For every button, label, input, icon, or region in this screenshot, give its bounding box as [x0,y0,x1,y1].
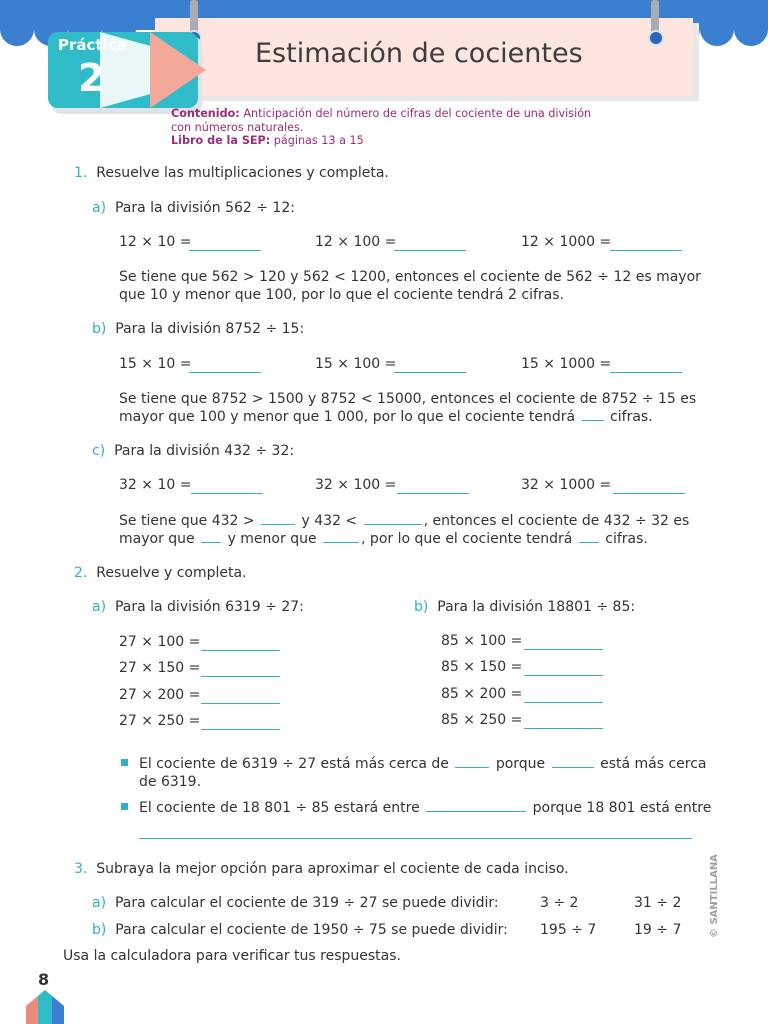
footer-note: Usa la calculadora para verificar tus respuestas. [63,948,401,964]
page-number: 8 [38,970,50,989]
ex1-instruction: Resuelve las multiplicaciones y completa. [96,165,389,181]
ex2a-letter: a) [92,599,107,615]
ex2b-intro: Para la división 18801 ÷ 85: [437,599,636,615]
ex2b-letter: b) [414,599,429,615]
ex2a-row: 27 × 100 = [119,634,201,650]
ex1a-text1: Se tiene que 562 > 120 y 562 < 1200, entonces el cociente de 562 ÷ 12 es mayor [119,269,701,285]
libro-text: páginas 13 a 15 [273,134,364,147]
ex2-number: 2. [74,565,88,581]
ex2b-row: 85 × 100 = [441,633,523,649]
contenido-text2: con números naturales. [171,120,304,134]
ex2-bullet2-answer-line[interactable] [139,838,692,839]
ex1b-m2: 15 × 100 = [315,356,397,372]
ex1a-letter: a) [92,200,107,216]
ex1c-m2: 32 × 100 = [315,477,397,493]
ex3a-letter: a) [92,895,107,911]
ex3a-text: Para calcular el cociente de 319 ÷ 27 se puede dividir: [114,895,499,911]
bullet-icon [121,803,128,810]
ex2-bullet1-blank2[interactable] [552,765,594,768]
ex2-bullet1a: El cociente de 6319 ÷ 27 está más cerca de [139,756,449,772]
ex2b-row: 85 × 250 = [441,712,523,728]
ex1c-letter: c) [92,443,106,459]
ex2b-row-blank[interactable] [524,728,603,729]
ex1c-t1c: , entonces el cociente de 432 ÷ 32 es [423,513,690,529]
ex2-header [74,565,247,581]
ex1c-t2b: y menor que [227,531,317,547]
ex3b-letter: b) [92,922,107,938]
ex1c-m1-blank[interactable] [191,493,263,494]
ex2-bullet2b: porque 18 801 está entre [532,800,712,816]
ex2a-row-blank[interactable] [201,703,280,704]
ex1b-m2-blank[interactable] [394,372,466,373]
ex1c-t1a: Se tiene que 432 > [119,513,255,529]
libro-label: Libro de la SEP: [171,134,271,147]
ex2-bullet1-blank1[interactable] [455,765,489,768]
ex3b-option-2[interactable]: 19 ÷ 7 [634,922,682,938]
ex1a-m1: 12 × 10 = [119,234,192,250]
ex1c-blank2[interactable] [364,522,422,525]
ex1c-blank5[interactable] [579,540,599,543]
contenido-block [171,107,611,148]
ex1b-text2-line [119,409,653,425]
ex1c-blank3[interactable] [201,540,221,543]
ex1b-m3: 15 × 1000 = [521,356,612,372]
ex1a-m3: 12 × 1000 = [521,234,612,250]
ex2a-row-blank[interactable] [201,650,280,651]
ex2-bullet1-line [139,756,707,772]
ex1a-m3-blank[interactable] [610,250,682,251]
ex3a-option-2[interactable]: 31 ÷ 2 [634,895,682,911]
ex1a-m2-blank[interactable] [394,250,466,251]
ex1-number: 1. [74,165,88,181]
ex1b-m1: 15 × 10 = [119,356,192,372]
ex2-bullet2a: El cociente de 18 801 ÷ 85 estará entre [139,800,420,816]
ex2a-row-blank[interactable] [201,676,280,677]
ex3b-text: Para calcular el cociente de 1950 ÷ 75 se puede dividir: [115,922,508,938]
ex2a-row: 27 × 200 = [119,687,201,703]
ex2-instruction: Resuelve y completa. [96,565,247,581]
ex2a-row: 27 × 250 = [119,713,201,729]
badge-label: Práctica [58,36,127,54]
ex1c-intro-line [92,443,294,459]
ex1c-m1: 32 × 10 = [119,477,192,493]
ex3a-option-1[interactable]: 3 ÷ 2 [540,895,579,911]
ex1c-text2-line [119,531,648,547]
ex2a-intro: Para la división 6319 ÷ 27: [114,599,304,615]
ex2-bullet1c: está más cerca [600,756,707,772]
ex1b-letter: b) [92,321,107,337]
ex1c-intro: Para la división 432 ÷ 32: [114,443,295,459]
ex1c-t2c: , por lo que el cociente tendrá [361,531,573,547]
ex1c-t1b: y 432 < [301,513,358,529]
ex3-instruction: Subraya la mejor opción para aproximar el cociente de cada inciso. [96,861,569,877]
badge-number: 2 [78,56,105,100]
ex1b-m1-blank[interactable] [189,372,261,373]
ex2a-row-blank[interactable] [201,729,280,730]
copyright-vertical [702,850,724,940]
ex1c-m3: 32 × 1000 = [521,477,612,493]
ex1b-text2b: cifras. [610,409,653,425]
ex1c-text1-line [119,513,689,529]
ex1c-blank1[interactable] [261,522,295,525]
ex1b-text2a: mayor que 100 y menor que 1 000, por lo que el cociente tendrá [119,409,576,425]
ex2a-intro-line [92,599,304,615]
copyright-text: © SANTILLANA [709,854,720,938]
ex1-header [74,165,389,181]
ex2b-row: 85 × 150 = [441,659,523,675]
ex1c-blank4[interactable] [323,540,359,543]
ex3-header [74,861,569,877]
ex1a-intro-line [92,200,295,216]
page-title: Estimación de cocientes [255,38,583,69]
ex2b-intro-line [414,599,635,615]
ex3a-line [92,895,499,911]
ex2b-row-blank[interactable] [524,649,603,650]
ex1a-m1-blank[interactable] [189,250,261,251]
ex3b-line [92,922,508,938]
ex1a-m2: 12 × 100 = [315,234,397,250]
ex1c-t2a: mayor que [119,531,195,547]
ex1c-m3-blank[interactable] [613,493,685,494]
contenido-text1: Anticipación del número de cifras del cociente de una división [243,107,592,120]
ex2-bullet1d: de 6319. [139,774,202,790]
pencil-icon [26,990,64,1024]
ex2a-row: 27 × 150 = [119,660,201,676]
ex2b-row-blank[interactable] [524,702,603,703]
ex2b-row: 85 × 200 = [441,686,523,702]
contenido-label: Contenido: [171,107,240,120]
ex1c-m2-blank[interactable] [397,493,469,494]
ex1b-cifras-blank[interactable] [582,418,604,421]
ex2b-row-blank[interactable] [524,675,603,676]
ex1b-intro-line [92,321,304,337]
bullet-icon [121,759,128,766]
ex1b-text1: Se tiene que 8752 > 1500 y 8752 < 15000, entonces el cociente de 8752 ÷ 15 es [119,391,697,407]
ex1b-m3-blank[interactable] [610,372,682,373]
ex3-number: 3. [74,861,88,877]
pencil-tip-icon [150,32,206,108]
ex1a-text2: que 10 y menor que 100, por lo que el cociente tendrá 2 cifras. [119,287,564,303]
sign-hook-right [648,30,664,46]
ex1a-intro: Para la división 562 ÷ 12: [114,200,295,216]
ex3b-option-1[interactable]: 195 ÷ 7 [540,922,597,938]
ex2-bullet1b: porque [495,756,546,772]
ex1b-intro: Para la división 8752 ÷ 15: [115,321,305,337]
ex2-bullet2-line [139,800,711,816]
ex1c-t2d: cifras. [605,531,648,547]
ex2-bullet2-blank1[interactable] [426,809,526,812]
